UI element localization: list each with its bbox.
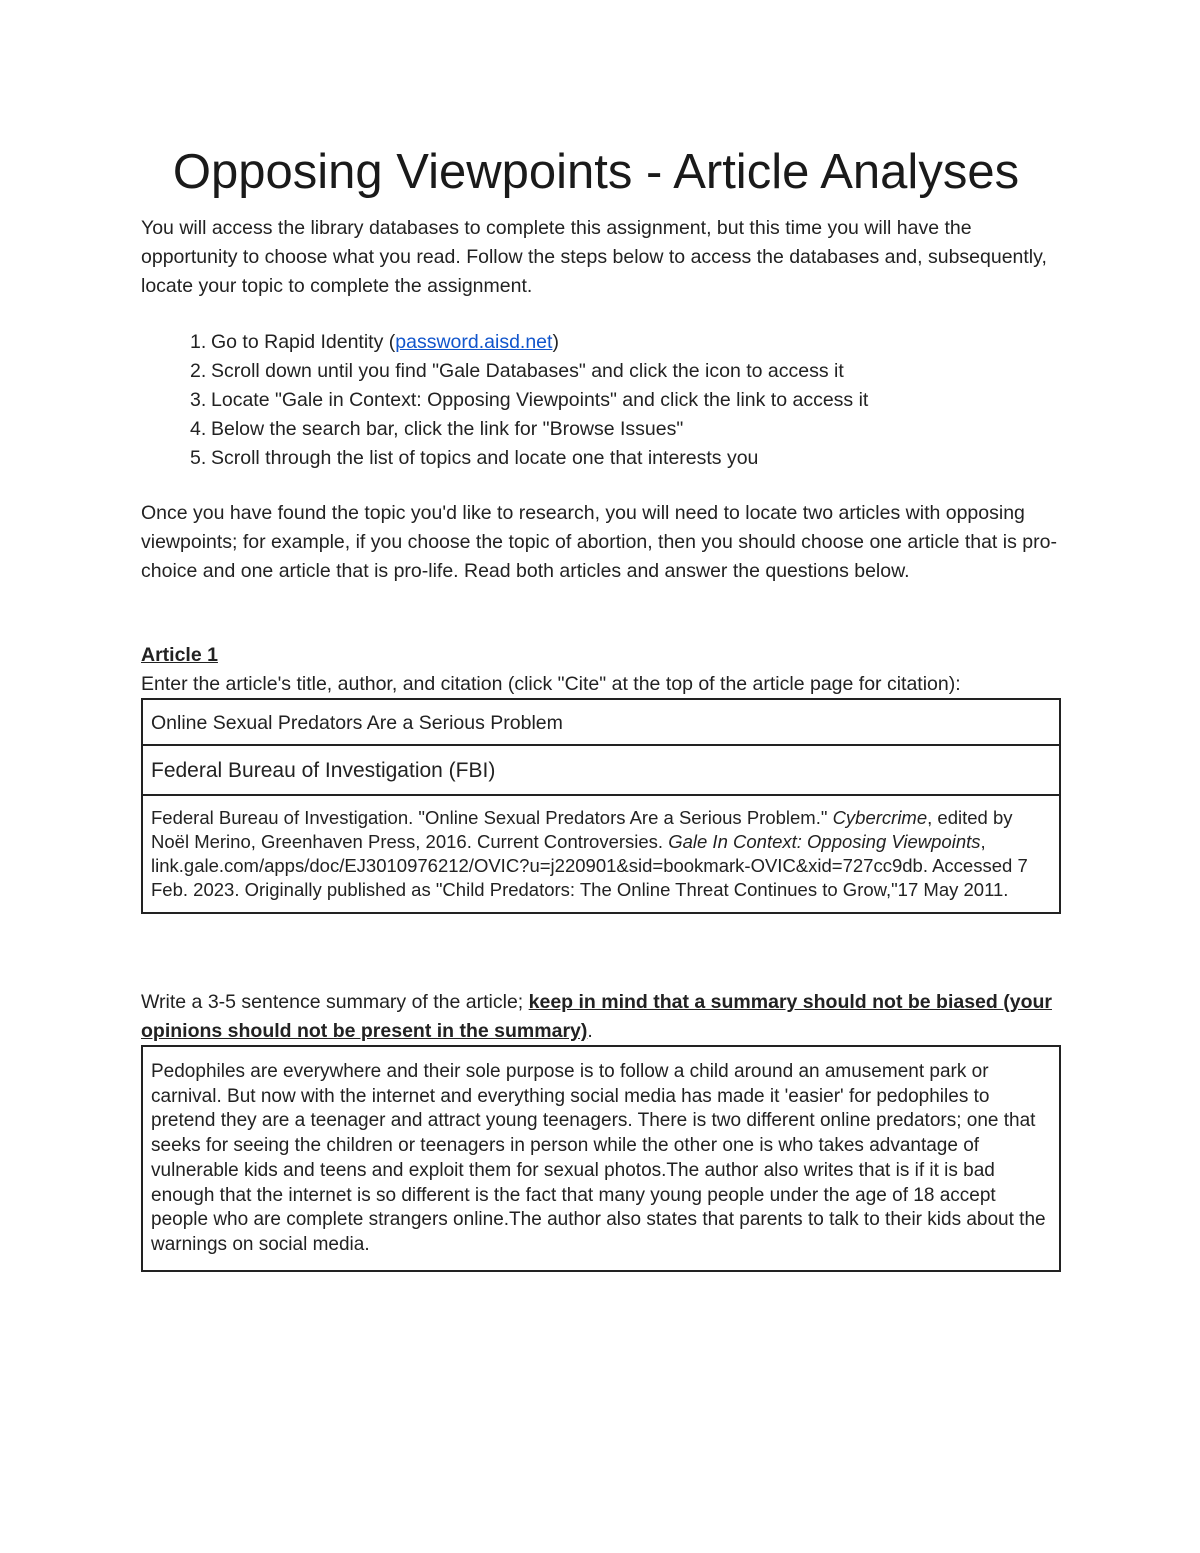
step-text: Scroll through the list of topics and locate one that interests you bbox=[211, 447, 759, 469]
citation-italic-text: Gale In Context: Opposing Viewpoints bbox=[668, 831, 981, 852]
summary-prompt-text: Write a 3-5 sentence summary of the article; bbox=[141, 991, 529, 1013]
step-number: 2. bbox=[190, 360, 207, 382]
list-item bbox=[141, 444, 1061, 473]
citation-text: Federal Bureau of Investigation. "Online Sexual Predators Are a Serious Problem." bbox=[151, 807, 833, 828]
step-text: Below the search bar, click the link for "Browse Issues" bbox=[211, 418, 684, 440]
list-item bbox=[141, 415, 1061, 444]
step-number: 1. bbox=[190, 331, 207, 353]
page-title: Opposing Viewpoints - Article Analyses bbox=[172, 145, 1020, 199]
article-citation-field[interactable] bbox=[143, 796, 1059, 912]
article-author-field[interactable]: Federal Bureau of Investigation (FBI) bbox=[143, 746, 1059, 796]
article-info-table bbox=[141, 698, 1061, 914]
rapid-identity-link[interactable]: password.aisd.net bbox=[395, 331, 553, 353]
step-number: 4. bbox=[190, 418, 207, 440]
intro-paragraph: You will access the library databases to complete this assignment, but this time you will have the opportunity to choose what you read. Follow the steps below to access the databases and, subsequently, locate your topic to complete the assignment. bbox=[141, 217, 1047, 297]
step-text: Go to Rapid Identity ( bbox=[211, 331, 396, 353]
summary-prompt-emphasis: keep in mind that a summary should not be biased (your opinions should not be present in the summary) bbox=[141, 991, 1052, 1042]
step-text: Locate "Gale in Context: Opposing Viewpoints" and click the link to access it bbox=[211, 389, 869, 411]
summary-answer-field[interactable]: Pedophiles are everywhere and their sole purpose is to follow a child around an amusement park or carnival. But now with the internet and everything social media has made it 'easier' for pedophiles to pretend they are a teenager and attract young teenagers. There is two different online predators; one that seeks for seeing the children or teenagers in person while the other one is who takes advantage of vulnerable kids and teens and exploit them for sexual photos.The author also writes that is if it is bad enough that the internet is so different is the fact that many young people under the age of 18 accept people who are complete strangers online.The author also states that parents to talk to their kids about the warnings on social media. bbox=[141, 1045, 1061, 1272]
step-number: 3. bbox=[190, 389, 207, 411]
step-text: Scroll down until you find "Gale Databases" and click the icon to access it bbox=[211, 360, 844, 382]
instructions-paragraph: Once you have found the topic you'd like to research, you will need to locate two articles with opposing viewpoints; for example, if you choose the topic of abortion, then you should choose one article that is pro-choice and one article that is pro-life. Read both articles and answer the questions below. bbox=[141, 502, 1057, 582]
article-heading: Article 1 bbox=[141, 644, 218, 666]
citation-text: , link.gale.com/apps/doc/EJ3010976212/OVIC?u=j220901&sid=bookmark-OVIC&xid=727cc9db. Accessed 7 Feb. 2023. Originally published as "Child Predators: The Online Threat Continues to Grow,"17 May 2011. bbox=[151, 831, 1028, 900]
citation-prompt: Enter the article's title, author, and citation (click "Cite" at the top of the article page for citation): bbox=[141, 673, 961, 695]
list-item bbox=[141, 328, 1061, 357]
step-number: 5. bbox=[190, 447, 207, 469]
steps-list bbox=[141, 328, 1061, 473]
article-title-field[interactable]: Online Sexual Predators Are a Serious Problem bbox=[143, 700, 1059, 746]
summary-prompt bbox=[141, 988, 1061, 1046]
list-item bbox=[141, 386, 1061, 415]
citation-italic-text: Cybercrime bbox=[832, 807, 928, 828]
list-item bbox=[141, 357, 1061, 386]
summary-prompt-end: . bbox=[587, 1020, 593, 1042]
citation-text: , edited by Noël Merino, Greenhaven Press, 2016. Current Controversies. bbox=[151, 807, 1013, 852]
step-text: ) bbox=[552, 331, 559, 353]
